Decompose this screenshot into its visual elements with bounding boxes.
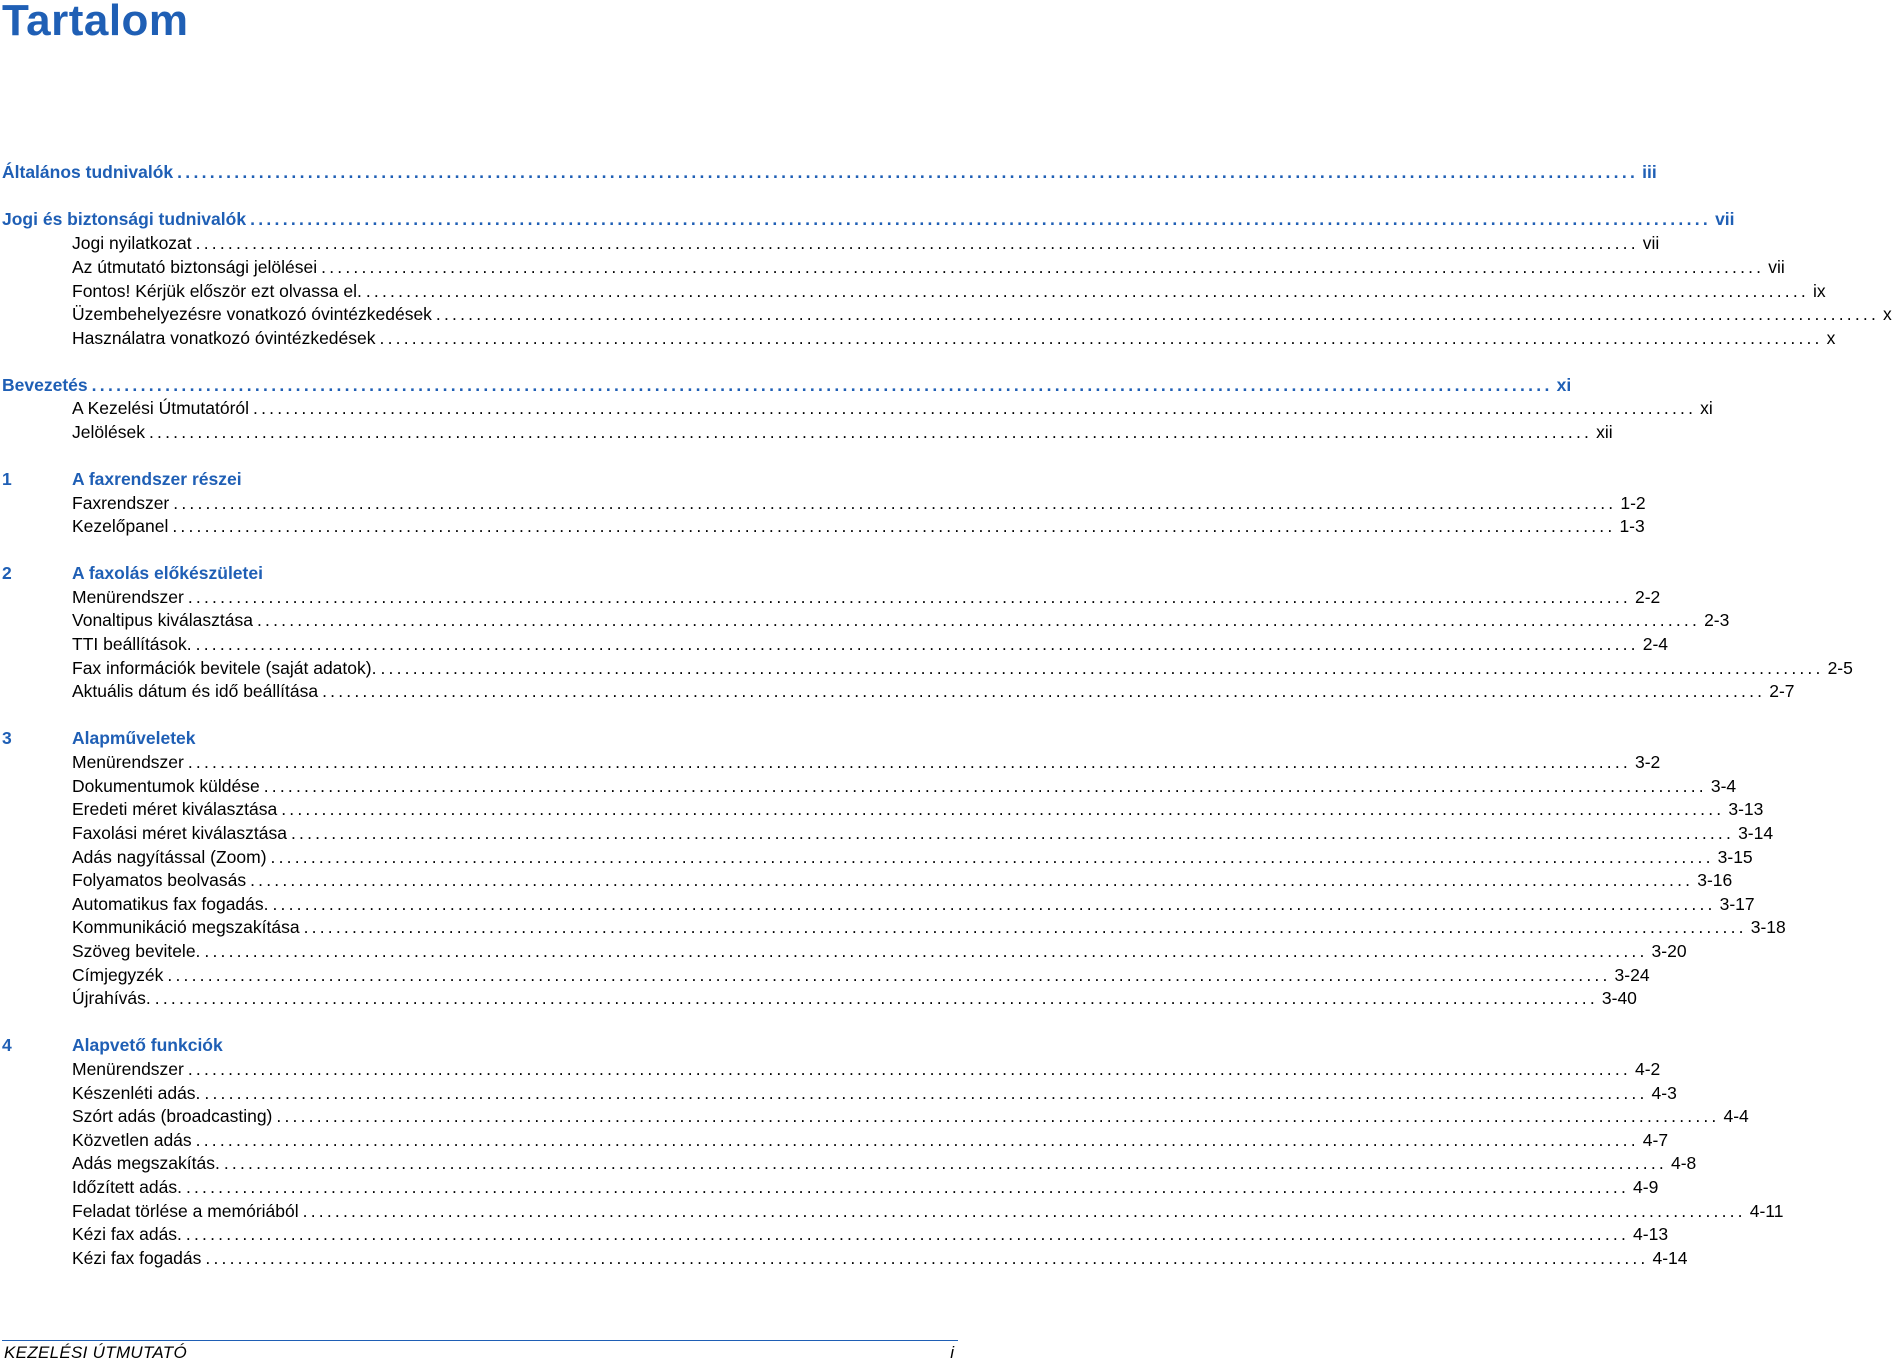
toc-entry-label: Szórt adás (broadcasting) bbox=[72, 1106, 273, 1126]
toc-entry[interactable] bbox=[72, 633, 1669, 655]
toc-page-number: 1-2 bbox=[1620, 493, 1646, 513]
toc-page-number: xi bbox=[1556, 375, 1572, 395]
dot-leader: ................................................................................................................................................................................... bbox=[365, 281, 1809, 301]
dot-leader: ................................................................................................................................................................................... bbox=[223, 1153, 1667, 1173]
toc-page-number: 3-16 bbox=[1697, 870, 1733, 890]
dot-leader: ................................................................................................................................................................................... bbox=[256, 610, 1701, 630]
toc-entry[interactable] bbox=[72, 657, 1853, 679]
toc-entry[interactable] bbox=[72, 327, 1836, 349]
dot-leader: ................................................................................................................................................................................... bbox=[167, 965, 1611, 985]
toc-page-number: x bbox=[1826, 328, 1836, 348]
toc-entry-label: Vonaltipus kiválasztása bbox=[72, 610, 253, 630]
toc-entry-label: Adás megszakítás. bbox=[72, 1153, 220, 1173]
toc-entry[interactable] bbox=[72, 1200, 1784, 1222]
toc-entry-label: TTI beállítások. bbox=[72, 634, 192, 654]
footer-page-number: i bbox=[950, 1343, 954, 1362]
chapter-title: Alapvető funkciók bbox=[72, 1035, 223, 1055]
chapter-number: 2 bbox=[2, 563, 12, 583]
toc-page-number: 2-3 bbox=[1704, 610, 1730, 630]
toc-page-number: 3-2 bbox=[1634, 752, 1661, 772]
dot-leader: ................................................................................................................................................................................... bbox=[185, 1177, 1630, 1197]
toc-entry-label: Jelölések bbox=[72, 422, 145, 442]
toc-page-number: 2-4 bbox=[1642, 634, 1669, 654]
dot-leader: ................................................................................................................................................................................... bbox=[187, 1059, 1631, 1079]
toc-entry[interactable] bbox=[72, 1058, 1661, 1080]
dot-leader: ................................................................................................................................................................................... bbox=[172, 516, 1616, 536]
toc-page-number: 3-4 bbox=[1710, 776, 1737, 796]
dot-leader: ................................................................................................................................................................................... bbox=[302, 1201, 1746, 1221]
toc-entry[interactable] bbox=[72, 893, 1755, 915]
chapter-title: A faxolás előkészületei bbox=[72, 563, 263, 583]
toc-section-label: Jogi és biztonsági tudnivalók bbox=[2, 209, 247, 229]
dot-leader: ................................................................................................................................................................................... bbox=[177, 162, 1639, 182]
toc-entry[interactable] bbox=[72, 987, 1637, 1009]
toc-entry[interactable] bbox=[72, 1082, 1677, 1104]
toc-page-number: ix bbox=[1812, 281, 1826, 301]
toc-entry[interactable] bbox=[72, 916, 1786, 938]
toc-page-number: 3-17 bbox=[1719, 894, 1755, 914]
toc-entry-label: Aktuális dátum és idő beállítása bbox=[72, 681, 319, 701]
toc-section-general[interactable] bbox=[2, 161, 1657, 183]
dot-leader: ................................................................................................................................................................................... bbox=[290, 823, 1735, 843]
toc-page-number: 1-3 bbox=[1619, 516, 1645, 536]
dot-leader: ................................................................................................................................................................................... bbox=[185, 1224, 1630, 1244]
dot-leader: ................................................................................................................................................................................... bbox=[205, 1248, 1649, 1268]
toc-page-number: iii bbox=[1642, 162, 1657, 182]
toc-entry-label: Használatra vonatkozó óvintézkedések bbox=[72, 328, 376, 348]
toc-entry[interactable] bbox=[72, 1105, 1749, 1127]
dot-leader: ................................................................................................................................................................................... bbox=[250, 870, 1694, 890]
toc-entry[interactable] bbox=[72, 232, 1660, 254]
toc-entry[interactable] bbox=[72, 964, 1650, 986]
toc-entry-label: Közvetlen adás bbox=[72, 1130, 192, 1150]
toc-page-number: 4-8 bbox=[1670, 1153, 1697, 1173]
dot-leader: ................................................................................................................................................................................... bbox=[148, 422, 1593, 442]
footer-manual-title: KEZELÉSI ÚTMUTATÓ bbox=[4, 1343, 187, 1362]
dot-leader: ................................................................................................................................................................................... bbox=[204, 1083, 1648, 1103]
chapter-number: 4 bbox=[2, 1035, 12, 1055]
dot-leader: ................................................................................................................................................................................... bbox=[154, 988, 1598, 1008]
dot-leader: ................................................................................................................................................................................... bbox=[321, 257, 1765, 277]
toc-page-number: 3-18 bbox=[1750, 917, 1786, 937]
toc-entry[interactable] bbox=[72, 798, 1764, 820]
chapter-number: 1 bbox=[2, 469, 12, 489]
toc-entry[interactable] bbox=[72, 515, 1645, 537]
toc-page-number: 4-3 bbox=[1651, 1083, 1677, 1103]
dot-leader: ................................................................................................................................................................................... bbox=[195, 233, 1639, 253]
toc-entry-label: Kézi fax adás. bbox=[72, 1224, 182, 1244]
toc-section-legal[interactable] bbox=[2, 208, 1735, 230]
toc-entry-label: Fax információk bevitele (saját adatok). bbox=[72, 658, 377, 678]
toc-entry[interactable] bbox=[72, 1129, 1669, 1151]
toc-section-label: Általános tudnivalók bbox=[2, 162, 174, 182]
toc-entry-label: Címjegyzék bbox=[72, 965, 164, 985]
toc-entry-label: Menürendszer bbox=[72, 587, 184, 607]
toc-page-number: 4-9 bbox=[1633, 1177, 1659, 1197]
dot-leader: ................................................................................................................................................................................... bbox=[276, 1106, 1720, 1126]
toc-page-number: xi bbox=[1700, 398, 1713, 418]
toc-entry[interactable] bbox=[72, 869, 1733, 891]
dot-leader: ................................................................................................................................................................................... bbox=[250, 209, 1712, 229]
toc-entry-label: Adás nagyítással (Zoom) bbox=[72, 847, 267, 867]
toc-entry-label: Fontos! Kérjük először ezt olvassa el. bbox=[72, 281, 362, 301]
toc-entry-label: Kommunikáció megszakítása bbox=[72, 917, 300, 937]
toc-page-number: vii bbox=[1768, 257, 1785, 277]
dot-leader: ................................................................................................................................................................................... bbox=[204, 941, 1648, 961]
toc-entry[interactable] bbox=[72, 586, 1661, 608]
toc-entry[interactable] bbox=[72, 256, 1785, 278]
toc-entry-label: Üzembehelyezésre vonatkozó óvintézkedések bbox=[72, 304, 432, 324]
toc-page-number: 4-7 bbox=[1642, 1130, 1669, 1150]
dot-leader: ................................................................................................................................................................................... bbox=[270, 847, 1714, 867]
dot-leader: ................................................................................................................................................................................... bbox=[263, 776, 1707, 796]
toc-entry-label: Feladat törlése a memóriából bbox=[72, 1201, 299, 1221]
toc-entry-label: Dokumentumok küldése bbox=[72, 776, 260, 796]
toc-entry[interactable] bbox=[72, 1176, 1659, 1198]
toc-page-number: 4-2 bbox=[1634, 1059, 1661, 1079]
chapter-title: A faxrendszer részei bbox=[72, 469, 242, 489]
dot-leader: ................................................................................................................................................................................... bbox=[379, 328, 1823, 348]
toc-entry[interactable] bbox=[72, 751, 1661, 773]
dot-leader: ................................................................................................................................................................................... bbox=[187, 587, 1631, 607]
toc-entry-label: Készenléti adás. bbox=[72, 1083, 201, 1103]
toc-page-number: 3-13 bbox=[1728, 799, 1764, 819]
toc-entry[interactable] bbox=[72, 303, 1892, 325]
dot-leader: ................................................................................................................................................................................... bbox=[195, 1130, 1639, 1150]
toc-entry-label: Újrahívás. bbox=[72, 988, 151, 1008]
dot-leader: ................................................................................................................................................................................... bbox=[303, 917, 1747, 937]
toc-entry[interactable] bbox=[72, 846, 1753, 868]
toc-entry-label: Jogi nyilatkozat bbox=[72, 233, 192, 253]
dot-leader: ................................................................................................................................................................................... bbox=[91, 375, 1553, 395]
toc-page-number: 4-11 bbox=[1749, 1201, 1784, 1221]
toc-page-number: 3-24 bbox=[1614, 965, 1650, 985]
toc-entry[interactable] bbox=[72, 775, 1737, 797]
toc-entry-label: Menürendszer bbox=[72, 1059, 184, 1079]
toc-page-number: 3-15 bbox=[1717, 847, 1753, 867]
toc-entry-label: Eredeti méret kiválasztása bbox=[72, 799, 278, 819]
toc-entry-label: Időzített adás. bbox=[72, 1177, 182, 1197]
dot-leader: ................................................................................................................................................................................... bbox=[187, 752, 1631, 772]
chapter-title: Alapműveletek bbox=[72, 728, 196, 748]
toc-entry[interactable] bbox=[72, 492, 1646, 514]
toc-entry[interactable] bbox=[72, 397, 1713, 419]
toc-entry-label: Kezelőpanel bbox=[72, 516, 169, 536]
toc-entry-label: Kézi fax fogadás bbox=[72, 1248, 202, 1268]
toc-entry[interactable] bbox=[72, 822, 1774, 844]
dot-leader: ................................................................................................................................................................................... bbox=[272, 894, 1716, 914]
toc-entry-label: Automatikus fax fogadás. bbox=[72, 894, 269, 914]
dot-leader: ................................................................................................................................................................................... bbox=[195, 634, 1639, 654]
toc-page-number: 3-14 bbox=[1738, 823, 1774, 843]
toc-entry-label: Faxolási méret kiválasztása bbox=[72, 823, 287, 843]
toc-entry-label: Faxrendszer bbox=[72, 493, 170, 513]
toc-entry[interactable] bbox=[72, 421, 1613, 443]
toc-entry[interactable] bbox=[72, 1247, 1688, 1269]
toc-entry-label: A Kezelési Útmutatóról bbox=[72, 398, 250, 418]
toc-entry-label: Menürendszer bbox=[72, 752, 184, 772]
toc-entry[interactable] bbox=[72, 940, 1687, 962]
toc-entry-label: Szöveg bevitele. bbox=[72, 941, 201, 961]
page-title: Tartalom bbox=[2, 0, 189, 45]
toc-page-number: vii bbox=[1642, 233, 1660, 253]
toc-entry-label: Az útmutató biztonsági jelölései bbox=[72, 257, 318, 277]
toc-page-number: xii bbox=[1596, 422, 1613, 442]
footer-divider bbox=[2, 1340, 958, 1341]
toc-page-number: 4-13 bbox=[1633, 1224, 1669, 1244]
toc-entry-label: Folyamatos beolvasás bbox=[72, 870, 247, 890]
dot-leader: ................................................................................................................................................................................... bbox=[253, 398, 1697, 418]
dot-leader: ................................................................................................................................................................................... bbox=[322, 681, 1766, 701]
toc-page-number: 2-7 bbox=[1769, 681, 1795, 701]
toc-page-number: 2-5 bbox=[1827, 658, 1853, 678]
toc-page-number: 4-14 bbox=[1652, 1248, 1688, 1268]
chapter-number: 3 bbox=[2, 728, 12, 748]
dot-leader: ................................................................................................................................................................................... bbox=[173, 493, 1617, 513]
toc-page-number: 3-20 bbox=[1651, 941, 1687, 961]
toc-page-number: 3-40 bbox=[1601, 988, 1637, 1008]
toc-entry[interactable] bbox=[72, 1223, 1669, 1245]
toc-section-label: Bevezetés bbox=[2, 375, 88, 395]
toc-entry[interactable] bbox=[72, 609, 1730, 631]
toc-entry[interactable] bbox=[72, 680, 1795, 702]
toc-page-number: vii bbox=[1715, 209, 1735, 229]
toc-entry[interactable] bbox=[72, 1152, 1697, 1174]
toc-entry[interactable] bbox=[72, 280, 1826, 302]
dot-leader: ................................................................................................................................................................................... bbox=[435, 304, 1880, 324]
toc-page-number: x bbox=[1883, 304, 1892, 324]
dot-leader: ................................................................................................................................................................................... bbox=[380, 658, 1824, 678]
toc-page-number: 4-4 bbox=[1723, 1106, 1749, 1126]
toc-section-introduction[interactable] bbox=[2, 374, 1572, 396]
dot-leader: ................................................................................................................................................................................... bbox=[281, 799, 1725, 819]
toc-page-number: 2-2 bbox=[1634, 587, 1661, 607]
